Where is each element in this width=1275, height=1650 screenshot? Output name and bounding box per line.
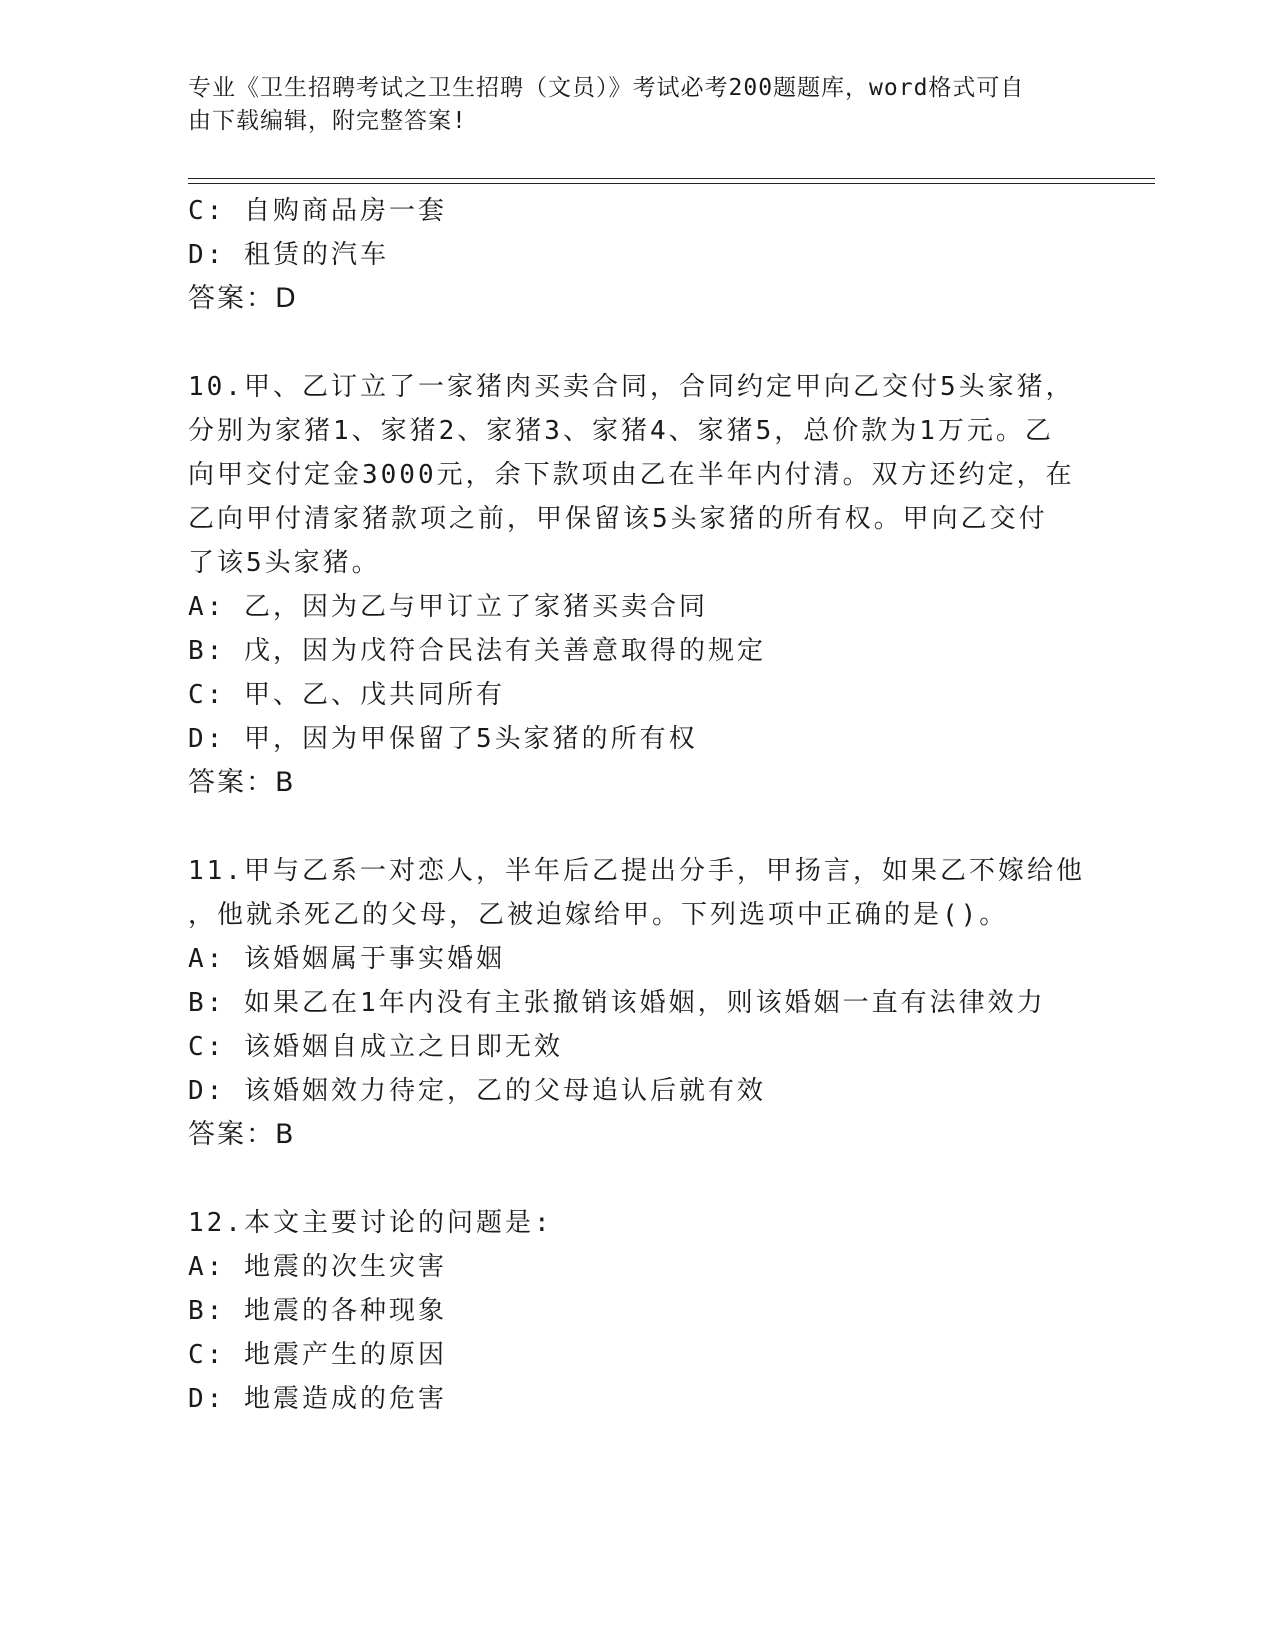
- q10-text-line-3: 向甲交付定金3000元，余下款项由乙在半年内付清。双方还约定，在: [188, 460, 1075, 490]
- q10-option-c: C: 甲、乙、戊共同所有: [188, 680, 505, 710]
- header-line-1: 专业《卫生招聘考试之卫生招聘（文员）》考试必考200题题库，word格式可自: [188, 75, 1025, 101]
- q12-option-a: A: 地震的次生灾害: [188, 1252, 447, 1282]
- q10-option-d: D: 甲，因为甲保留了5头家猪的所有权: [188, 724, 698, 754]
- q10-text-line-5: 了该5头家猪。: [188, 548, 381, 578]
- q11-answer: 答案：B: [188, 1119, 296, 1150]
- q10-text-line-4: 乙向甲付清家猪款项之前，甲保留该5头家猪的所有权。甲向乙交付: [188, 504, 1048, 534]
- q12-option-d: D: 地震造成的危害: [188, 1384, 447, 1414]
- q10-option-a: A: 乙，因为乙与甲订立了家猪买卖合同: [188, 592, 708, 622]
- header-divider-top: [188, 178, 1155, 179]
- q11-option-c: C: 该婚姻自成立之日即无效: [188, 1032, 563, 1062]
- q12-option-c: C: 地震产生的原因: [188, 1340, 447, 1370]
- q10-answer: 答案：B: [188, 767, 296, 798]
- q12-text-line-1: 12.本文主要讨论的问题是:: [188, 1208, 553, 1238]
- q11-option-a: A: 该婚姻属于事实婚姻: [188, 944, 505, 974]
- q10-text-line-1: 10.甲、乙订立了一家猪肉买卖合同，合同约定甲向乙交付5头家猪，: [188, 372, 1075, 402]
- document-header: [188, 72, 1088, 138]
- q11-option-b: B: 如果乙在1年内没有主张撤销该婚姻，则该婚姻一直有法律效力: [188, 988, 1046, 1018]
- q11-text-line-1: 11.甲与乙系一对恋人，半年后乙提出分手，甲扬言，如果乙不嫁给他: [188, 856, 1085, 886]
- header-divider-bottom: [188, 183, 1155, 184]
- q9-answer: 答案：D: [188, 283, 298, 314]
- header-line-2: 由下载编辑，附完整答案!: [188, 108, 467, 134]
- q9-option-d: D: 租赁的汽车: [188, 240, 389, 270]
- q11-text-line-2: ，他就杀死乙的父母，乙被迫嫁给甲。下列选项中正确的是()。: [188, 900, 1009, 930]
- q12-option-b: B: 地震的各种现象: [188, 1296, 447, 1326]
- q10-text-line-2: 分别为家猪1、家猪2、家猪3、家猪4、家猪5，总价款为1万元。乙: [188, 416, 1054, 446]
- q9-option-c: C: 自购商品房一套: [188, 196, 447, 226]
- q10-option-b: B: 戊，因为戊符合民法有关善意取得的规定: [188, 636, 766, 666]
- q11-option-d: D: 该婚姻效力待定，乙的父母追认后就有效: [188, 1076, 766, 1106]
